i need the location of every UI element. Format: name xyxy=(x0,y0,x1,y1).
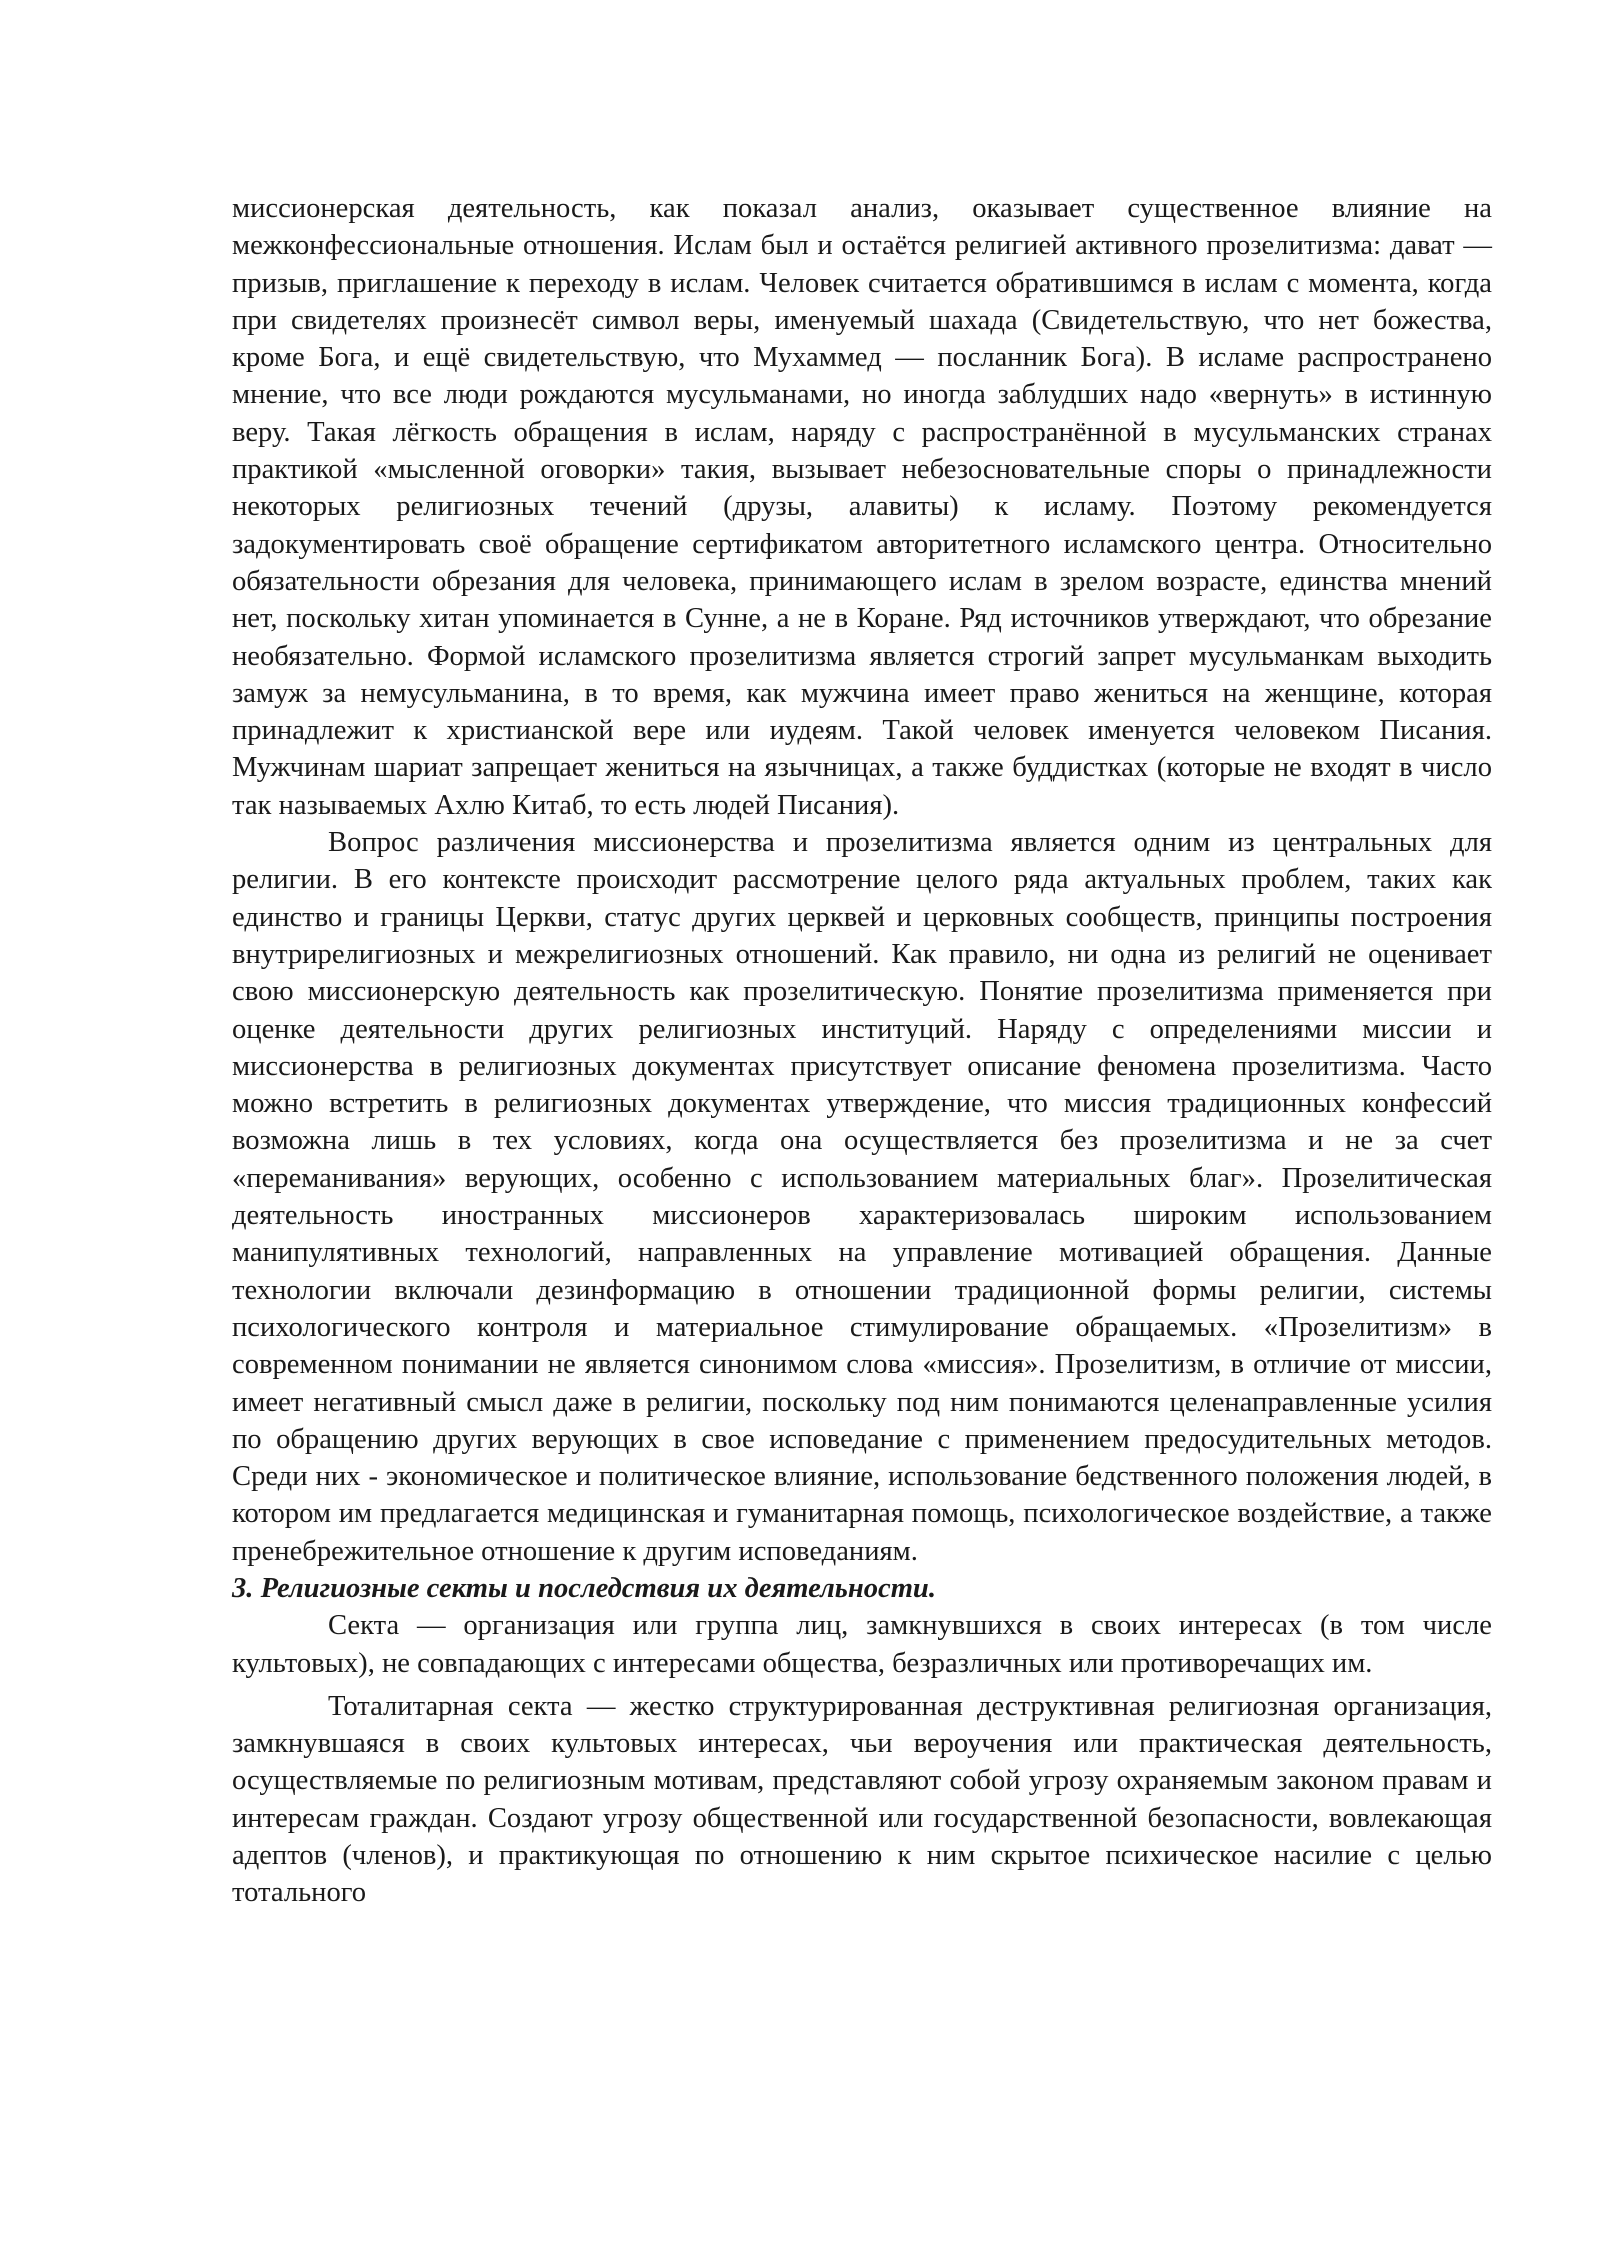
section-heading: 3. Религиозные секты и последствия их деятельности. xyxy=(232,1572,936,1604)
paragraph-sect-definition: Секта — организация или группа лиц, замкнувшихся в своих интересах (в том числе культовых), не совпадающих с интересами общества, безразличных или противоречащих им. xyxy=(232,1610,1492,1679)
paragraph-islam-proselytism: миссионерская деятельность, как показал анализ, оказывает существенное влияние на межконфессиональные отношения. Ислам был и остаётся религией активного прозелитизма: дават — призыв, приглашение к переходу в ислам. Человек считается обратившимся в ислам с момента, когда при свидетелях произнесёт символ веры, именуемый шахада (Свидетельствую, что нет божества, кроме Бога, и ещё свидетельствую, что Мухаммед — посланник Бога). В исламе распространено мнение, что все люди рождаются мусульманами, но иногда заблудших надо «вернуть» в истинную веру. Такая лёгкость обращения в ислам, наряду с распространённой в мусульманских странах практикой «мысленной оговорки» такия, вызывает небезосновательные споры о принадлежности некоторых религиозных течений (друзы, алавиты) к исламу. Поэтому рекомендуется задокументировать своё обращение сертификатом авторитетного исламского центра. Относительно обязательности обрезания для человека, принимающего ислам в зрелом возрасте, единства мнений нет, поскольку хитан упоминается в Сунне, а не в Коране. Ряд источников утверждают, что обрезание необязательно. Формой исламского прозелитизма является строгий запрет мусульманкам выходить замуж за немусульманина, в то время, как мужчина имеет право жениться на женщине, которая принадлежит к христианской вере или иудеям. Такой человек именуется человеком Писания. Мужчинам шариат запрещает жениться на язычницах, а также буддистках (которые не входят в число так называемых Ахлю Китаб, то есть людей Писания). xyxy=(232,193,1492,821)
paragraph-totalitarian-sect-definition: Тоталитарная секта — жестко структурированная деструктивная религиозная организация, замкнувшаяся в своих культовых интересах, чьи вероучения или практическая деятельность, осуществляемые по религиозным мотивам, представляют собой угрозу охраняемым законом правам и интересам граждан. Создают угрозу общественной или государственной безопасности, вовлекающая адептов (членов), и практикующая по отношению к ним скрытое психическое насилие с целью тотального xyxy=(232,1690,1492,1909)
document-page xyxy=(232,190,1492,1912)
paragraph-mission-vs-proselytism: Вопрос различения миссионерства и прозелитизма является одним из центральных для религии. В его контексте происходит рассмотрение целого ряда актуальных проблем, таких как единство и границы Церкви, статус других церквей и церковных сообществ, принципы построения внутрирелигиозных и межрелигиозных отношений. Как правило, ни одна из религий не оценивает свою миссионерскую деятельность как прозелитическую. Понятие прозелитизма применяется при оценке деятельности других религиозных институций. Наряду с определениями миссии и миссионерства в религиозных документах присутствует описание феномена прозелитизма. Часто можно встретить в религиозных документах утверждение, что миссия традиционных конфессий возможна лишь в тех условиях, когда она осуществляется без прозелитизма и не за счет «переманивания» верующих, особенно с использованием материальных благ». Прозелитическая деятельность иностранных миссионеров характеризовалась широким использованием манипулятивных технологий, направленных на управление мотивацией обращения. Данные технологии включали дезинформацию в отношении традиционной формы религии, системы психологического контроля и материальное стимулирование обращаемых. «Прозелитизм» в современном понимании не является синонимом слова «миссия». Прозелитизм, в отличие от миссии, имеет негативный смысл даже в религии, поскольку под ним понимаются целенаправленные усилия по обращению других верующих в свое исповедание с применением предосудительных методов. Среди них - экономическое и политическое влияние, использование бедственного положения людей, в котором им предлагается медицинская и гуманитарная помощь, психологическое воздействие, а также пренебрежительное отношение к другим исповеданиям. xyxy=(232,827,1492,1567)
